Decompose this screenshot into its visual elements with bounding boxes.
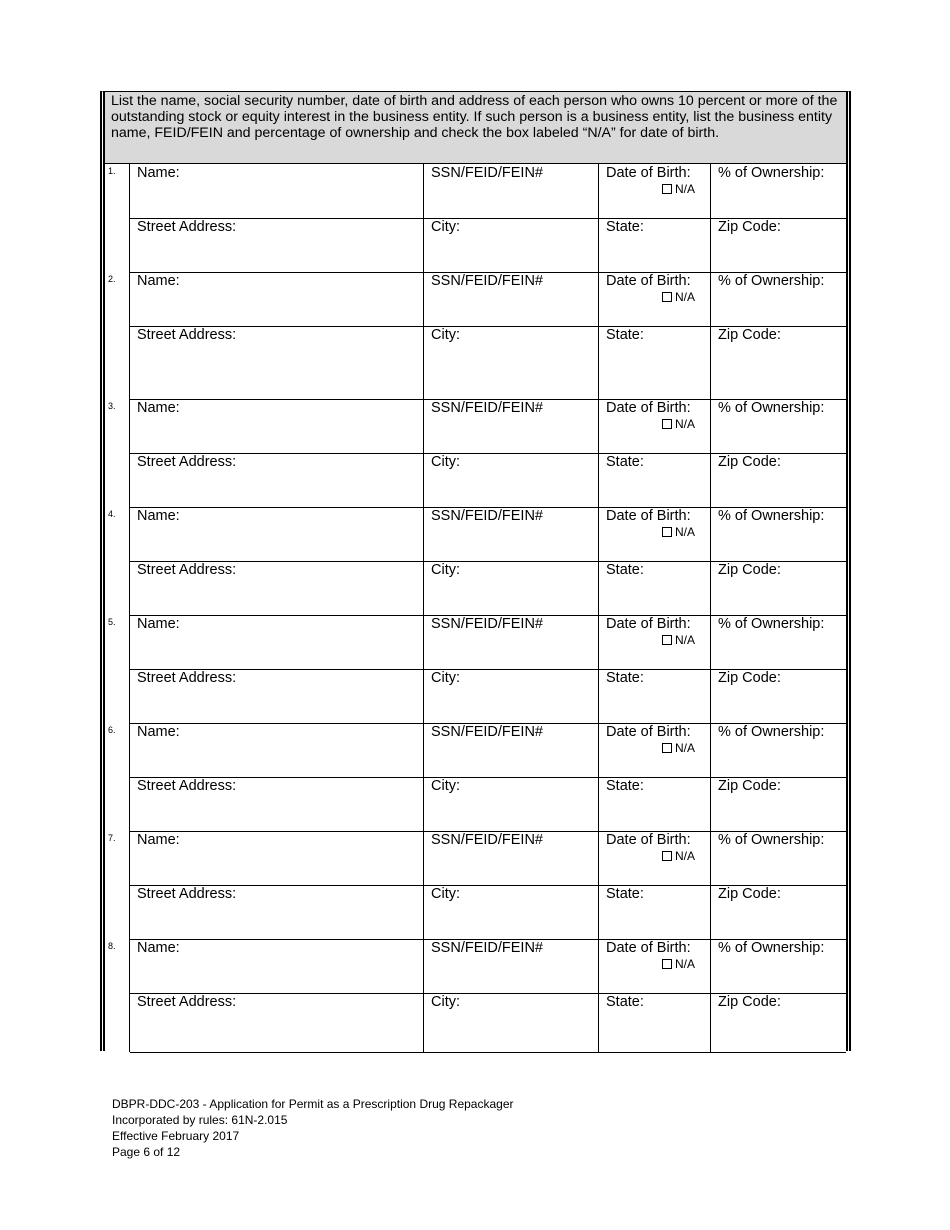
- name-field[interactable]: Name:: [137, 165, 180, 181]
- ownership-percent-field[interactable]: % of Ownership:: [718, 165, 825, 181]
- checkbox-icon[interactable]: [662, 527, 672, 537]
- name-field[interactable]: Name:: [137, 273, 180, 289]
- na-label: N/A: [675, 957, 696, 971]
- city-field[interactable]: City:: [431, 219, 460, 235]
- entry-number-cell: [105, 723, 130, 831]
- na-checkbox[interactable]: [662, 291, 695, 304]
- column-divider: [710, 507, 711, 615]
- zip-code-field[interactable]: Zip Code:: [718, 327, 781, 343]
- column-divider: [423, 615, 424, 723]
- ssn-feid-fein-field[interactable]: SSN/FEID/FEIN#: [431, 165, 543, 181]
- column-divider: [598, 939, 599, 1052]
- ownership-entry: [105, 615, 846, 723]
- na-checkbox[interactable]: [662, 526, 695, 539]
- column-divider: [598, 272, 599, 399]
- street-address-field[interactable]: Street Address:: [137, 562, 237, 578]
- na-label: N/A: [675, 182, 696, 196]
- street-address-field[interactable]: Street Address:: [137, 454, 237, 470]
- date-of-birth-field[interactable]: Date of Birth:: [606, 616, 691, 632]
- street-address-field[interactable]: Street Address:: [137, 670, 237, 686]
- column-divider: [598, 399, 599, 507]
- column-divider: [598, 507, 599, 615]
- checkbox-icon[interactable]: [662, 851, 672, 861]
- state-field[interactable]: State:: [606, 886, 644, 902]
- column-divider: [710, 723, 711, 831]
- name-field[interactable]: Name:: [137, 724, 180, 740]
- ownership-entry: [105, 399, 846, 507]
- state-field[interactable]: State:: [606, 670, 644, 686]
- na-checkbox[interactable]: [662, 418, 695, 431]
- column-divider: [598, 615, 599, 723]
- ownership-percent-field[interactable]: % of Ownership:: [718, 508, 825, 524]
- checkbox-icon[interactable]: [662, 419, 672, 429]
- zip-code-field[interactable]: Zip Code:: [718, 778, 781, 794]
- row-divider: [130, 1052, 846, 1053]
- ssn-feid-fein-field[interactable]: SSN/FEID/FEIN#: [431, 832, 543, 848]
- ownership-entry: [105, 939, 846, 1052]
- ownership-entry: [105, 723, 846, 831]
- column-divider: [423, 723, 424, 831]
- date-of-birth-field[interactable]: Date of Birth:: [606, 832, 691, 848]
- column-divider: [423, 399, 424, 507]
- footer-form-id: DBPR-DDC-203 - Application for Permit as a Prescription Drug Repackager: [112, 1097, 514, 1111]
- ownership-entry: [105, 507, 846, 615]
- entry-number: 3.: [108, 401, 116, 411]
- entry-number-cell: [105, 272, 130, 399]
- checkbox-icon[interactable]: [662, 292, 672, 302]
- ownership-entry: [105, 272, 846, 399]
- zip-code-field[interactable]: Zip Code:: [718, 219, 781, 235]
- page-footer: [112, 1096, 514, 1160]
- state-field[interactable]: State:: [606, 994, 644, 1010]
- na-label: N/A: [675, 417, 696, 431]
- city-field[interactable]: City:: [431, 886, 460, 902]
- city-field[interactable]: City:: [431, 562, 460, 578]
- ownership-percent-field[interactable]: % of Ownership:: [718, 400, 825, 416]
- street-address-field[interactable]: Street Address:: [137, 778, 237, 794]
- entry-number-cell: [105, 939, 130, 1052]
- na-checkbox[interactable]: [662, 183, 695, 196]
- ownership-entries: [105, 164, 846, 1051]
- entry-number: 1.: [108, 166, 116, 176]
- footer-rules: Incorporated by rules: 61N-2.015: [112, 1113, 288, 1127]
- column-divider: [423, 507, 424, 615]
- ownership-entry: [105, 164, 846, 272]
- ssn-feid-fein-field[interactable]: SSN/FEID/FEIN#: [431, 940, 543, 956]
- ssn-feid-fein-field[interactable]: SSN/FEID/FEIN#: [431, 724, 543, 740]
- checkbox-icon[interactable]: [662, 743, 672, 753]
- na-checkbox[interactable]: [662, 634, 695, 647]
- entry-number-cell: [105, 399, 130, 507]
- state-field[interactable]: State:: [606, 219, 644, 235]
- column-divider: [423, 164, 424, 272]
- entry-number-cell: [105, 164, 130, 272]
- date-of-birth-field[interactable]: Date of Birth:: [606, 400, 691, 416]
- entry-number: 2.: [108, 274, 116, 284]
- name-field[interactable]: Name:: [137, 832, 180, 848]
- date-of-birth-field[interactable]: Date of Birth:: [606, 165, 691, 181]
- checkbox-icon[interactable]: [662, 184, 672, 194]
- date-of-birth-field[interactable]: Date of Birth:: [606, 940, 691, 956]
- ownership-form-table: [100, 91, 851, 1051]
- column-divider: [598, 723, 599, 831]
- city-field[interactable]: City:: [431, 327, 460, 343]
- na-label: N/A: [675, 633, 696, 647]
- ownership-entry: [105, 831, 846, 939]
- state-field[interactable]: State:: [606, 562, 644, 578]
- zip-code-field[interactable]: Zip Code:: [718, 886, 781, 902]
- street-address-field[interactable]: Street Address:: [137, 886, 237, 902]
- na-checkbox[interactable]: [662, 742, 695, 755]
- state-field[interactable]: State:: [606, 454, 644, 470]
- city-field[interactable]: City:: [431, 454, 460, 470]
- na-checkbox[interactable]: [662, 850, 695, 863]
- instructions-text: List the name, social security number, date of birth and address of each person who owns 10 percent or more of the outstanding stock or equity interest in the business entity. If such person is a business entity, list the business entity name, FEID/FEIN and percentage of ownership and check the box labeled “N/A” for date of birth.: [105, 92, 846, 164]
- city-field[interactable]: City:: [431, 670, 460, 686]
- column-divider: [710, 272, 711, 399]
- entry-number: 4.: [108, 509, 116, 519]
- city-field[interactable]: City:: [431, 994, 460, 1010]
- ssn-feid-fein-field[interactable]: SSN/FEID/FEIN#: [431, 400, 543, 416]
- state-field[interactable]: State:: [606, 778, 644, 794]
- na-label: N/A: [675, 525, 696, 539]
- footer-effective-date: Effective February 2017: [112, 1129, 240, 1143]
- entry-number: 6.: [108, 725, 116, 735]
- entry-number-cell: [105, 831, 130, 939]
- entry-number: 8.: [108, 941, 116, 951]
- entry-number-cell: [105, 615, 130, 723]
- column-divider: [710, 831, 711, 939]
- ownership-percent-field[interactable]: % of Ownership:: [718, 273, 825, 289]
- column-divider: [710, 615, 711, 723]
- date-of-birth-field[interactable]: Date of Birth:: [606, 508, 691, 524]
- date-of-birth-field[interactable]: Date of Birth:: [606, 273, 691, 289]
- zip-code-field[interactable]: Zip Code:: [718, 994, 781, 1010]
- column-divider: [710, 164, 711, 272]
- column-divider: [598, 164, 599, 272]
- checkbox-icon[interactable]: [662, 635, 672, 645]
- column-divider: [423, 272, 424, 399]
- name-field[interactable]: Name:: [137, 616, 180, 632]
- na-label: N/A: [675, 849, 696, 863]
- footer-page-number: Page 6 of 12: [112, 1145, 181, 1159]
- zip-code-field[interactable]: Zip Code:: [718, 454, 781, 470]
- column-divider: [710, 399, 711, 507]
- ssn-feid-fein-field[interactable]: SSN/FEID/FEIN#: [431, 273, 543, 289]
- ownership-percent-field[interactable]: % of Ownership:: [718, 940, 825, 956]
- ssn-feid-fein-field[interactable]: SSN/FEID/FEIN#: [431, 508, 543, 524]
- ownership-percent-field[interactable]: % of Ownership:: [718, 724, 825, 740]
- ssn-feid-fein-field[interactable]: SSN/FEID/FEIN#: [431, 616, 543, 632]
- column-divider: [423, 939, 424, 1052]
- entry-number-cell: [105, 507, 130, 615]
- entry-number: 5.: [108, 617, 116, 627]
- city-field[interactable]: City:: [431, 778, 460, 794]
- street-address-field[interactable]: Street Address:: [137, 219, 237, 235]
- entry-number: 7.: [108, 833, 116, 843]
- name-field[interactable]: Name:: [137, 508, 180, 524]
- na-checkbox[interactable]: [662, 958, 695, 971]
- ownership-percent-field[interactable]: % of Ownership:: [718, 832, 825, 848]
- na-label: N/A: [675, 741, 696, 755]
- zip-code-field[interactable]: Zip Code:: [718, 562, 781, 578]
- zip-code-field[interactable]: Zip Code:: [718, 670, 781, 686]
- na-label: N/A: [675, 290, 696, 304]
- date-of-birth-field[interactable]: Date of Birth:: [606, 724, 691, 740]
- state-field[interactable]: State:: [606, 327, 644, 343]
- street-address-field[interactable]: Street Address:: [137, 327, 237, 343]
- column-divider: [598, 831, 599, 939]
- name-field[interactable]: Name:: [137, 400, 180, 416]
- column-divider: [710, 939, 711, 1052]
- checkbox-icon[interactable]: [662, 959, 672, 969]
- street-address-field[interactable]: Street Address:: [137, 994, 237, 1010]
- ownership-percent-field[interactable]: % of Ownership:: [718, 616, 825, 632]
- column-divider: [423, 831, 424, 939]
- name-field[interactable]: Name:: [137, 940, 180, 956]
